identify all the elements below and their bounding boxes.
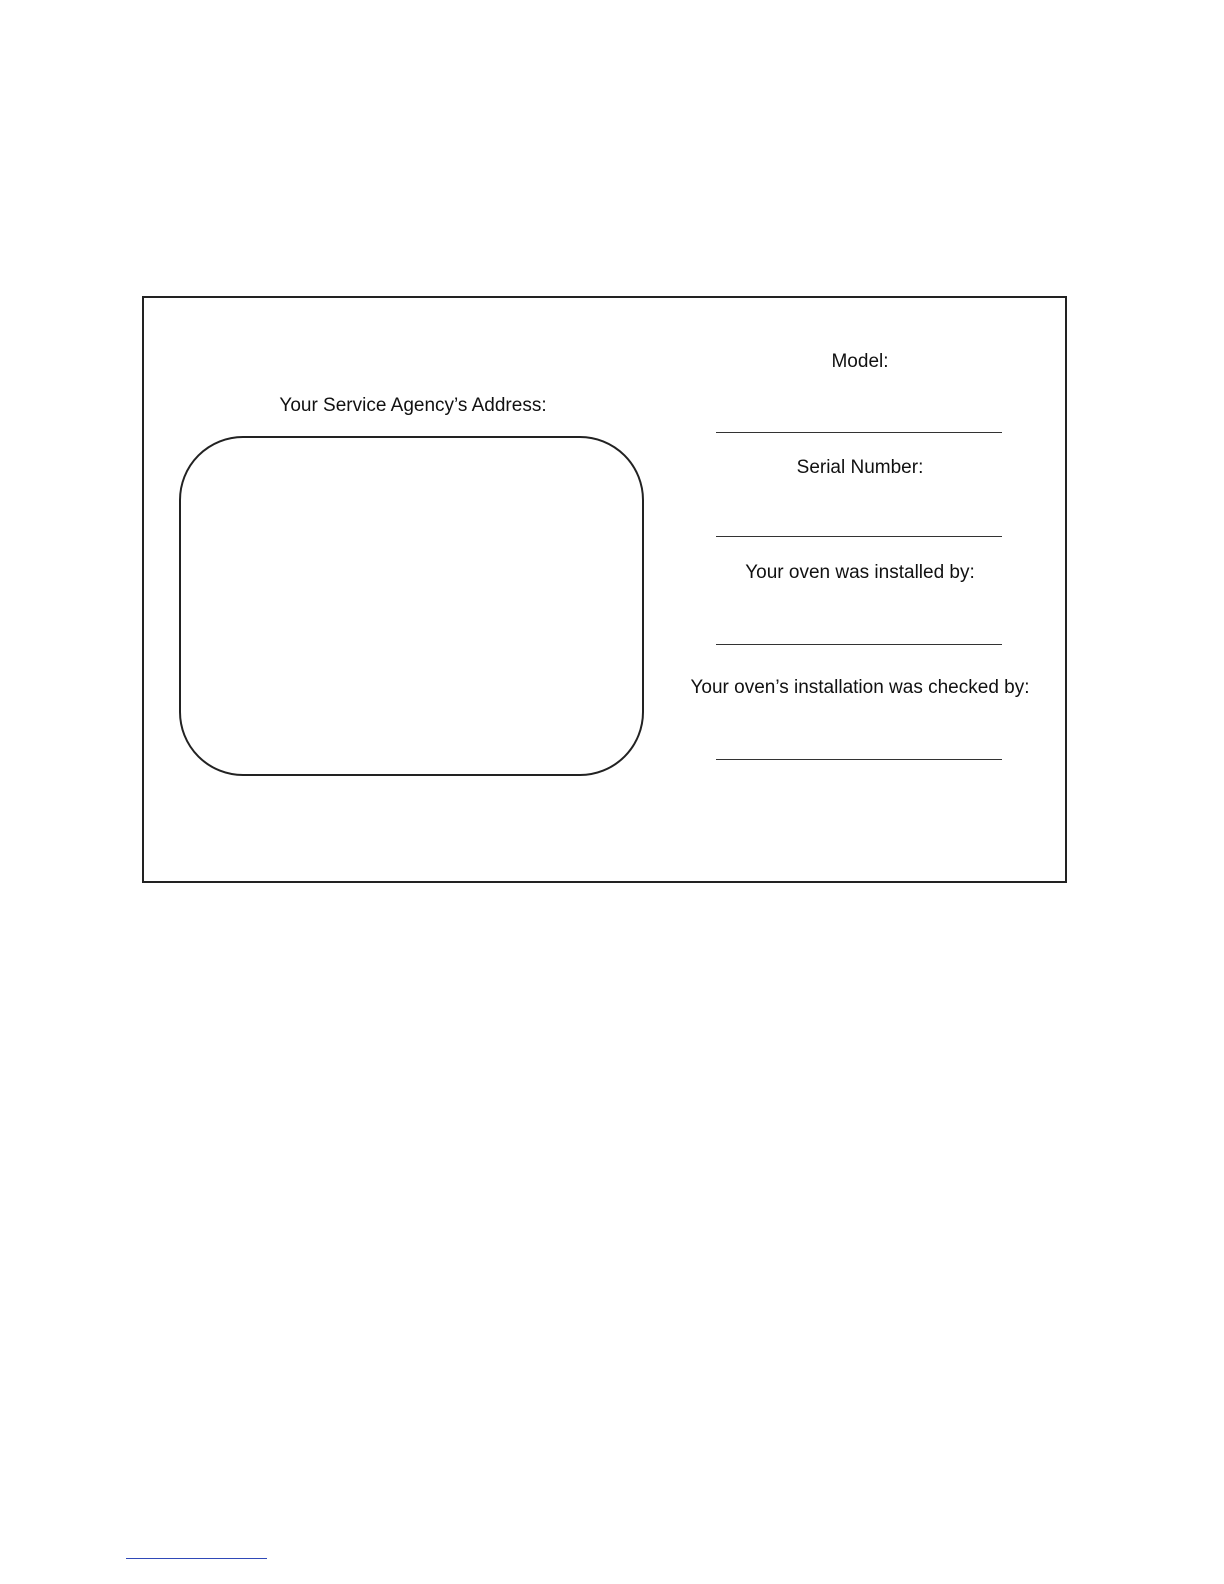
installed-by-entry-line[interactable] bbox=[716, 644, 1002, 645]
installation-checked-by-entry-line[interactable] bbox=[716, 759, 1002, 760]
serial-number-label: Serial Number: bbox=[796, 457, 924, 478]
installed-by-label: Your oven was installed by: bbox=[745, 562, 975, 583]
footnote-rule bbox=[126, 1558, 267, 1559]
model-label: Model: bbox=[831, 351, 889, 372]
installation-checked-by-label: Your oven’s installation was checked by: bbox=[690, 677, 1030, 698]
service-agency-address-box[interactable] bbox=[179, 436, 644, 776]
service-agency-address-label: Your Service Agency’s Address: bbox=[279, 395, 547, 416]
service-record-card bbox=[142, 296, 1067, 883]
serial-number-entry-line[interactable] bbox=[716, 536, 1002, 537]
model-entry-line[interactable] bbox=[716, 432, 1002, 433]
